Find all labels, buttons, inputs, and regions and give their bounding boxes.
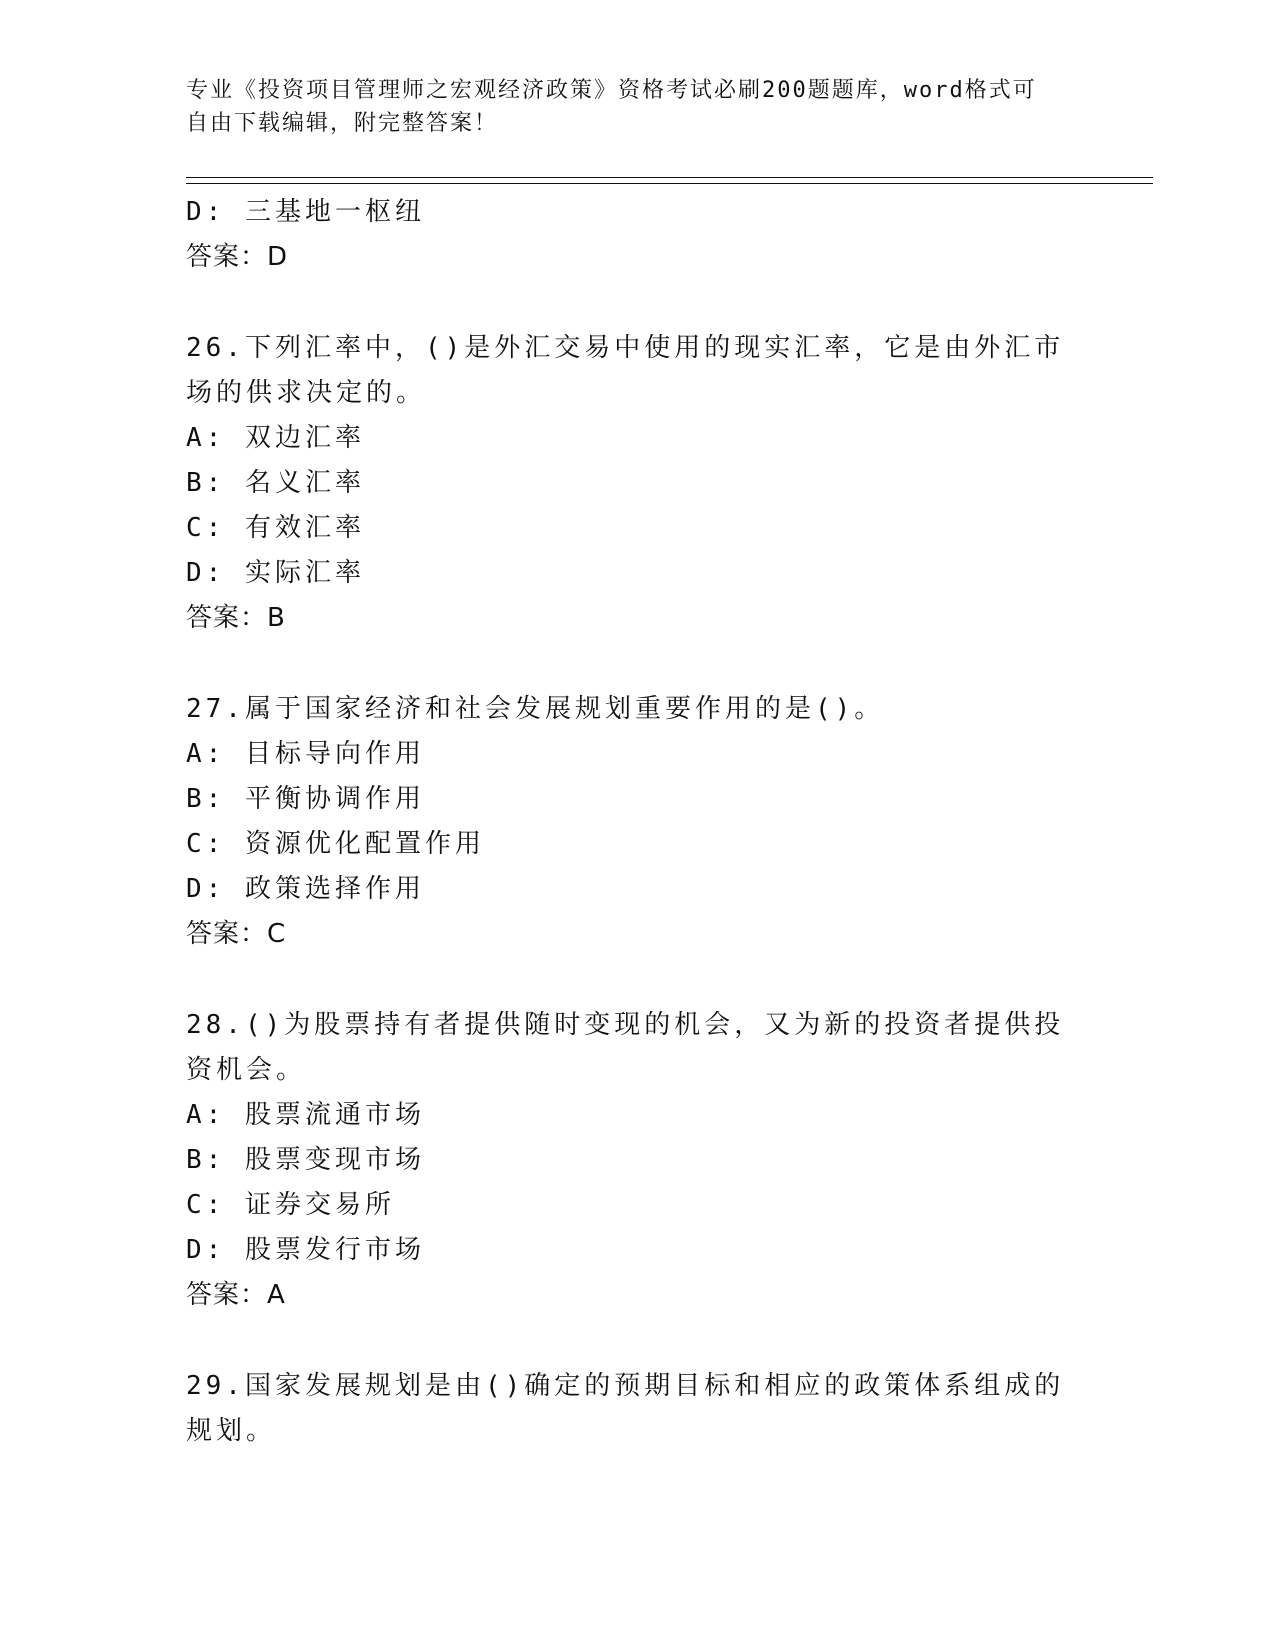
option-b: B: 股票变现市场 (186, 1145, 425, 1175)
question-list (186, 190, 1076, 1454)
question-29 (186, 1364, 1076, 1454)
option-c: C: 证券交易所 (186, 1190, 395, 1220)
option-a: A: 股票流通市场 (186, 1100, 425, 1130)
question-stem: 27.属于国家经济和社会发展规划重要作用的是()。 (186, 694, 885, 724)
answer-line: 答案：D (186, 242, 289, 272)
option-b: B: 名义汇率 (186, 468, 365, 498)
header-line-1: 专业《投资项目管理师之宏观经济政策》资格考试必刷200题题库，word格式可 (186, 78, 1037, 103)
header-divider-bottom (186, 183, 1153, 184)
header-divider-top (186, 177, 1153, 178)
option-d: D: 三基地一枢纽 (186, 197, 425, 227)
option-c: C: 资源优化配置作用 (186, 829, 485, 859)
document-header (186, 74, 1066, 140)
question-stem: 26.下列汇率中，()是外汇交易中使用的现实汇率，它是由外汇市场的供求决定的。 (186, 333, 1065, 408)
option-a: A: 双边汇率 (186, 423, 365, 453)
question-27 (186, 687, 1076, 957)
option-d: D: 股票发行市场 (186, 1235, 425, 1265)
option-a: A: 目标导向作用 (186, 739, 425, 769)
header-line-2: 自由下载编辑，附完整答案！ (186, 111, 499, 136)
answer-line: 答案：C (186, 919, 287, 949)
option-c: C: 有效汇率 (186, 513, 365, 543)
question-stem: 28.()为股票持有者提供随时变现的机会，又为新的投资者提供投资机会。 (186, 1010, 1065, 1085)
answer-line: 答案：B (186, 603, 286, 633)
option-b: B: 平衡协调作用 (186, 784, 425, 814)
question-28 (186, 1003, 1076, 1318)
option-d: D: 政策选择作用 (186, 874, 425, 904)
option-d: D: 实际汇率 (186, 558, 365, 588)
question-26 (186, 326, 1076, 641)
question-stem: 29.国家发展规划是由()确定的预期目标和相应的政策体系组成的规划。 (186, 1371, 1065, 1446)
answer-line: 答案：A (186, 1280, 286, 1310)
